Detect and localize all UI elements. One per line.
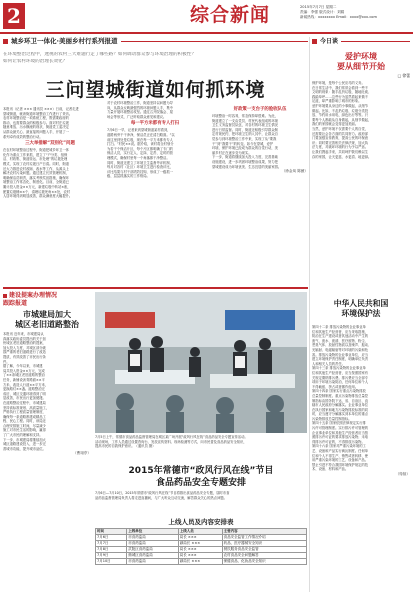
body-line: 明确保洁员职责，落实考核奖惩措施，确保环: [3, 175, 69, 180]
body-line: 理模式，确保村里每一个角落都干净整洁。: [107, 155, 170, 160]
commentary-marker-icon: [312, 39, 317, 44]
body-line: 保洁人员，实行定人、定岗、定责、定时的管: [107, 151, 173, 156]
caption-line: 7月5日上午，常德市食品药品监督管理局在城区某广场开展“政风行风在线”食品药品安全专题宣传活动。: [95, 435, 248, 439]
body-line: 显改善，市民出行更加便捷。: [3, 396, 46, 401]
body-line: 随意堆放、污水横流的现状，街道党工委决定: [3, 125, 69, 130]
table-cell: 局长 ×××: [178, 553, 222, 559]
body-line: 在农村环境整治过程中，街道把城乡环卫一体: [3, 148, 69, 153]
body-line: 保护环境，是每个公民应尽的义务。: [312, 81, 365, 85]
law-line: 建立环境保护责任制度，明确单位负责: [312, 357, 369, 362]
law-line: 光辐射、电磁辐射等对环境的污染和危: [312, 347, 369, 352]
law-line: 辖市人民政府分解落实。企业事业单位: [312, 403, 369, 408]
reporter-credit: （曹翊亭）: [73, 451, 91, 456]
table-cell: 7月9日: [96, 553, 127, 559]
column-divider: [309, 37, 310, 592]
law-title-line: 环境保护法: [341, 309, 381, 318]
lead-headline: 三问望城街道如何抓环境: [45, 79, 266, 101]
body-line: 下一步，市城建局将继续加大: [3, 437, 46, 442]
body-line: 7月6日—7月10日，2015年常德市“政风行风在线”节目将推出食品药品安全专题，届时市食: [95, 491, 230, 495]
law-footer: （待续）: [395, 472, 410, 476]
body-line: 了广大市民的理解和支持。: [3, 433, 43, 438]
law-line: 污许可管理制度。实行排污许可管理的: [312, 426, 369, 431]
body-line: 定村规民约，把环境卫生纳入其中，让群众自: [212, 132, 278, 137]
series-bar: [3, 37, 308, 46]
commentary-bar: [312, 37, 410, 46]
law-line: 第四十六条 国家对严重污染环境的工: [312, 444, 366, 449]
body-line: 坚持高标准规划、高质量施工，: [3, 405, 50, 410]
intro-line: 在环境整治过程中，透视的农村三大难题行走了哪些路？如何调动群众参与环境治理的积极性？: [3, 52, 196, 57]
lead-column-1: [3, 107, 97, 199]
commentary-byline: □ 徐蕾: [397, 73, 410, 78]
body-line: 在道路整治过程中，市城建局: [3, 400, 46, 405]
body-line: 门要加强宣传教育，提高公民的环保意: [312, 136, 369, 141]
law-line: 制指标由国务院下达，省、自治区、直: [312, 398, 369, 403]
body-line: 件。: [3, 359, 10, 364]
series-rule: [121, 41, 308, 42]
body-line: 系列卓有成效的整治行动。: [3, 134, 43, 139]
kicker-line: 建设提案办理情况: [9, 292, 58, 299]
body-line: 干”到“我要干”的转变。如今在望城，爱护: [212, 141, 274, 146]
body-line: 善城市功能，提升城市品位。: [3, 446, 46, 451]
table-cell: 7月8日: [96, 547, 127, 553]
body-line: 道路两旁干干净净，保洁员正在清扫路面。“以: [107, 132, 175, 137]
body-line: 践踏草坪……这些行为虽然看起来微不: [312, 94, 369, 99]
subhead: 三大举措解“双别化”问题: [25, 141, 75, 147]
law-line: 污染物排放总量控制指标。: [312, 416, 352, 421]
body-line: 让我们携起手来，共同呵护我们赖以生: [312, 149, 369, 154]
law-line: 废气、废水、废渣、医疗废物、粉尘、: [312, 338, 369, 343]
body-line: 力量开展环境整治攻坚。通过召开院落会、屋: [107, 110, 173, 115]
table-cell: 农村食品安全问题解答: [222, 553, 306, 559]
body-line: 配置垃圾桶××个，清理垃圾死角××处，农村: [3, 189, 71, 194]
law-line: 禁止引进不符合我国环境保护规定的技: [312, 462, 369, 467]
body-line: 环境、保护环境已经成为群众的自觉行动，美: [212, 146, 278, 151]
body-line: 解决农村污染问题。通过建立长效管理机制，: [3, 171, 69, 176]
series-marker-icon: [3, 39, 8, 44]
table-cell: 7月7日: [96, 541, 127, 547]
body-line: 施工对市民生活的影响，赢得: [3, 428, 46, 433]
table-cell: 餐饮服务食品安全监管: [222, 547, 306, 553]
law-line: 位和个人不得生产、销售或者转移、使: [312, 453, 369, 458]
news-photo: [95, 292, 307, 433]
right-column: [312, 37, 410, 597]
law-line: 位和其他生产经营者，应当按照国家有: [312, 370, 369, 375]
body-line: 每月对各村（社区）环境卫生进行检查评比，: [107, 165, 173, 170]
law-line: 企业事业单位和其他生产经营者应当按: [312, 430, 369, 435]
roads-story: [3, 292, 91, 456]
table-cell: 食品安全监管工作情况介绍: [222, 535, 306, 541]
body-line: 我们的家园就会变得更加美丽。: [312, 122, 359, 127]
body-line: 足道，却严重影响了城市的形象。: [312, 99, 362, 104]
masthead-info-line: 2015年7月7日 星期二: [300, 5, 337, 9]
kicker-marker-icon: [3, 294, 7, 298]
body-line: 存的家园，让天更蓝、水更清、地更绿。: [312, 154, 372, 159]
body-line: 街道建立了一支由党员、村民代表组成的环境: [212, 118, 278, 123]
body-line: 打扫。”村民××说。据介绍，该村将全村划分: [107, 142, 174, 147]
body-line: 做起。比如，不乱扔垃圾、垃圾分类投: [312, 108, 369, 113]
law-line: 人和相关人员的责任。: [312, 361, 345, 366]
schedule-table: [95, 528, 307, 565]
body-line: 丽乡村正在逐步变为现实。: [212, 150, 252, 155]
body-line: 更换路灯××盏。道路整治完: [3, 387, 45, 392]
law-line: 在执行国家和地方污染物排放标准的同: [312, 407, 369, 412]
body-line: 本报讯（记者 ××× 通讯员 ×××）日前，记者走进: [3, 107, 79, 111]
law-line: 防治在生产建设或者其他活动中产生的: [312, 334, 369, 339]
body-line: 在日常生活中，我们常常会看到一些不: [312, 85, 369, 90]
law-line: 得排污许可证的，不得排放污染物。: [312, 439, 365, 444]
law-title: [312, 299, 410, 319]
schedule-section: [95, 518, 307, 565]
body-line: 了××条城区老旧道路的整治: [3, 373, 45, 378]
body-line: 农村环境整治是一项系统工程，既需要政府的: [3, 116, 69, 121]
table-cell: 局长 ×××: [178, 547, 222, 553]
table-cell: 保健食品、化妆品安全知识: [222, 559, 306, 565]
roads-body: [3, 332, 91, 451]
table-cell: 药品、医疗器械安全知识: [222, 541, 306, 547]
body-line: 觉参与到环境整治工作中来，实现了从“要我: [212, 136, 277, 141]
commentary-rule: [341, 41, 410, 42]
body-line: 前这里到处是垃圾，现在每一平方米都有专人: [107, 137, 173, 142]
body-line: 城区道路建设投入，进一步完: [3, 442, 46, 447]
roads-kicker: [3, 292, 91, 308]
body-line: 真落实政协委员提出的关于加: [3, 336, 46, 341]
body-line: 推动，也需要群众的积极参与。面对村庄垃圾: [3, 120, 69, 125]
masthead: [0, 0, 413, 34]
body-line: 当然，爱护环境不仅需要个人的自觉，: [312, 126, 369, 131]
law-line: 第四十三条 排放污染物的企业事业单: [312, 366, 366, 371]
section-title: 综合新闻: [190, 4, 271, 26]
body-line: 任务，新铺设沥青路面××平: [3, 377, 45, 382]
schedule-title: 上线人员及内容安排表: [168, 518, 234, 526]
law-line: 时，应当遵守分解落实到本单位的重点: [312, 412, 369, 417]
reporter-credit: （徐金凤 陈薇）: [281, 169, 308, 174]
body-line: 对于农村环境整治工作，街道坚持以问题为导: [107, 101, 173, 105]
commentary-body: [312, 81, 410, 159]
program-headline-line: 2015年常德市“政风行风在线”节目: [128, 466, 274, 476]
caption-line: 提高市民的自我保护意识。（通讯员 摄）: [95, 444, 156, 449]
body-line: 望城街道，就该街道环境整治工作进行了采访。: [3, 111, 73, 116]
law-line: 第四十四条 国家实行重点污染物排放: [312, 389, 366, 394]
law-line: 关规定缴纳排污费。排污费应当全部专: [312, 375, 369, 380]
body-line: 程、民心工程。同时，该局还: [3, 419, 46, 424]
body-line: 快城区老旧道路整治的提案，: [3, 341, 46, 346]
body-line: 望城建设成为环境优美、生态宜居的美丽家园。: [212, 164, 282, 169]
body-line: 爱护环境要从身边的小事做起，从细节: [312, 103, 369, 108]
commentary-title: [312, 52, 410, 72]
series-title: 城乡环卫一体化·美丽乡村行系列报道: [11, 37, 118, 45]
body-line: 提质，有效改善了市民出行条: [3, 354, 46, 359]
body-line: 识；同时要完善相关法律法规，加大执: [312, 140, 369, 145]
body-line: 境整治工作常态化、制度化。目前，全街道已: [3, 180, 69, 185]
law-line: 照排污许可证的要求排放污染物；未取: [312, 435, 369, 440]
roads-headline-line: 市城建局加大: [23, 310, 71, 319]
commentary-title-line: 要从细节开始: [337, 62, 385, 71]
lead-column-3: [212, 105, 308, 174]
table-cell: 7月10日: [96, 559, 127, 565]
masthead-rule: [0, 32, 413, 34]
masthead-info-line: 新闻热线：xxxxxxxx Email：xxxx@xxx.com: [300, 15, 377, 19]
body-line: 严格执行工程质量管理制度，: [3, 410, 46, 415]
body-line: 向，从群众反映最强烈的环境问题入手，集中: [107, 105, 173, 110]
lead-story: [3, 37, 308, 282]
body-line: 评比结果与村干部绩效挂钩，形成了一级抓一: [107, 169, 173, 174]
law-line: 术、设备、材料和产品。: [312, 467, 349, 472]
column-header: 上线人员: [178, 529, 222, 535]
program-headline-line: 食品药品安全专题安排: [155, 478, 246, 488]
subhead: 每一平方米都有专人打扫: [130, 121, 180, 127]
program-headline: [95, 465, 307, 489]
body-line: 人居环境得到明显改善，群众满意度大幅提升。: [3, 194, 73, 199]
program-body: [95, 491, 307, 500]
body-line: 为若干个保洁片区，每个片区都明确了专门的: [107, 146, 173, 151]
subhead: 好政策一支台子的验收队伍: [233, 107, 287, 112]
law-line: 项用于环境污染防治，任何单位和个人: [312, 380, 369, 385]
body-line: 文明的现象：随手乱扔垃圾、随地吐痰、: [312, 90, 372, 95]
body-line: 方米，改造人行道××平方米，: [3, 382, 49, 387]
table-cell: 市食药监局: [127, 535, 179, 541]
body-line: 化作为重点工作来抓，建立了“户分类、组保: [3, 152, 68, 157]
intro-line: 如何让农村环境的治理长效化？: [3, 58, 68, 64]
body-line: 损严重的老旧道路进行了改造: [3, 350, 46, 355]
caption-line: 活动现场，工作人员通过设置咨询台、发放宣传资料、现场检测等方式，向市民普及食品药品安全知识，: [95, 439, 247, 444]
page-number: 2: [3, 3, 25, 29]
law-line: 恶臭气体、放射性物质以及噪声、振动、: [312, 343, 372, 348]
commentary-label: 今日谈: [320, 38, 339, 45]
commentary-title-line: 爱护环境: [345, 52, 377, 61]
body-line: 累计投入资金××万元，新建垃圾中转站×座，: [3, 184, 71, 189]
body-line: 要每个人都能从自身做起，从细节做起，: [312, 117, 372, 122]
body-line: 洁、村收集、街道转运、市处理”的垃圾处理: [3, 157, 68, 162]
lead-intro: [3, 52, 258, 65]
column-header: 主要内容: [222, 529, 306, 535]
law-title-line: 中华人民共和国: [333, 299, 389, 308]
table-cell: 7月6日: [96, 535, 127, 541]
kicker-line: 跟踪报道: [3, 300, 28, 307]
masthead-info: [300, 5, 410, 20]
column-header: 时间: [96, 529, 127, 535]
law-body: [312, 325, 410, 477]
table-cell: 副局长 ×××: [178, 541, 222, 547]
photo-illustration: [95, 292, 307, 433]
table-cell: 市食药监局: [127, 541, 179, 547]
body-line: 本报讯 近年来，市城建局认: [3, 332, 44, 336]
law-line: 害。排放污染物的企业事业单位，应当: [312, 352, 369, 357]
body-line: 进行日常监督。同时，街道还积极引导群众制: [212, 127, 278, 132]
body-line: 还大力推进农村改厕、改水等工作，从源头上: [3, 166, 69, 171]
table-cell: 市食药监局: [127, 559, 179, 565]
body-line: 下一步，街道将继续加大投入力度，完善基础: [212, 155, 278, 160]
table-cell: 副局长 ×××: [178, 559, 222, 565]
body-line: 品药品监督管理局负责人将走进直播间，与广大听众互动交流，解答群众关心的热点问题。: [95, 495, 227, 500]
roads-headline: [3, 310, 91, 330]
body-line: 合理安排施工时间，尽量减少: [3, 423, 46, 428]
body-line: 场会等形式，广泛听取群众意见和建议。: [107, 114, 167, 119]
body-line: 还需要社会各方面的共同努力。政府部: [312, 131, 369, 136]
column-header: 上线单位: [127, 529, 179, 535]
law-line: 第四十二条 排放污染物的企业事业单: [312, 325, 366, 329]
body-line: 局共投入资金××万元，完成: [3, 368, 45, 373]
body-line: 成后，城区交通环境得到了明: [3, 391, 46, 396]
law-line: 第四十五条 国家依照法律规定实行排: [312, 421, 366, 426]
law-line: 用严重污染环境的工艺、设备和产品。: [312, 458, 369, 463]
body-line: 7月6日一早，记者来到望城街道某村看到，: [107, 128, 171, 133]
photo-caption: [95, 435, 307, 449]
law-line: 位和其他生产经营者，应当采取措施，: [312, 329, 369, 334]
body-line: 据了解，今年以来，市城建: [3, 364, 43, 369]
body-line: 法力度，对破坏环境的行为予以严惩。: [312, 145, 369, 150]
table-row: [96, 559, 307, 565]
masthead-info-line: 责编：李强 版式设计：刘娟: [300, 10, 345, 14]
law-line: 艺、设备和产品实行淘汰制度。任何单: [312, 449, 369, 454]
table-cell: 局长 ×××: [178, 535, 222, 541]
body-line: 放、节约用水用电、绿色出行等等。只: [312, 113, 369, 118]
body-line: 卫生义务监督员队伍，对各村的环境卫生情况: [212, 123, 278, 128]
body-line: 环境整治一时容易，常态保持却很难。为此，: [212, 114, 278, 118]
body-line: 确保每一条道路都建成精品工: [3, 414, 46, 419]
body-line: 同时，街道还建立了环境卫生监督考评机制，: [107, 160, 173, 165]
body-line: 级、层层抓落实的工作格局。: [107, 174, 150, 179]
lead-column-2: [107, 101, 203, 179]
table-cell: 鼎城区食药监局: [127, 553, 179, 559]
body-line: 设施建设，进一步巩固环境整治成果，努力把: [212, 159, 278, 164]
law-line: 总量控制制度。重点污染物排放总量控: [312, 393, 369, 398]
body-line: 加大投入力度，对城区部分破: [3, 345, 46, 350]
body-line: 模式，实现了农村垃圾日产日清。同时，街道: [3, 161, 69, 166]
lower-rule: [3, 287, 308, 289]
law-line: 不得截留、挤占或者挪作他用。: [312, 384, 359, 389]
roads-headline-line: 城区老旧道路整治: [15, 320, 79, 329]
table-cell: 武陵区食药监局: [127, 547, 179, 553]
body-line: 从群众最关心、最直接的问题入手，开展了一: [3, 129, 69, 134]
